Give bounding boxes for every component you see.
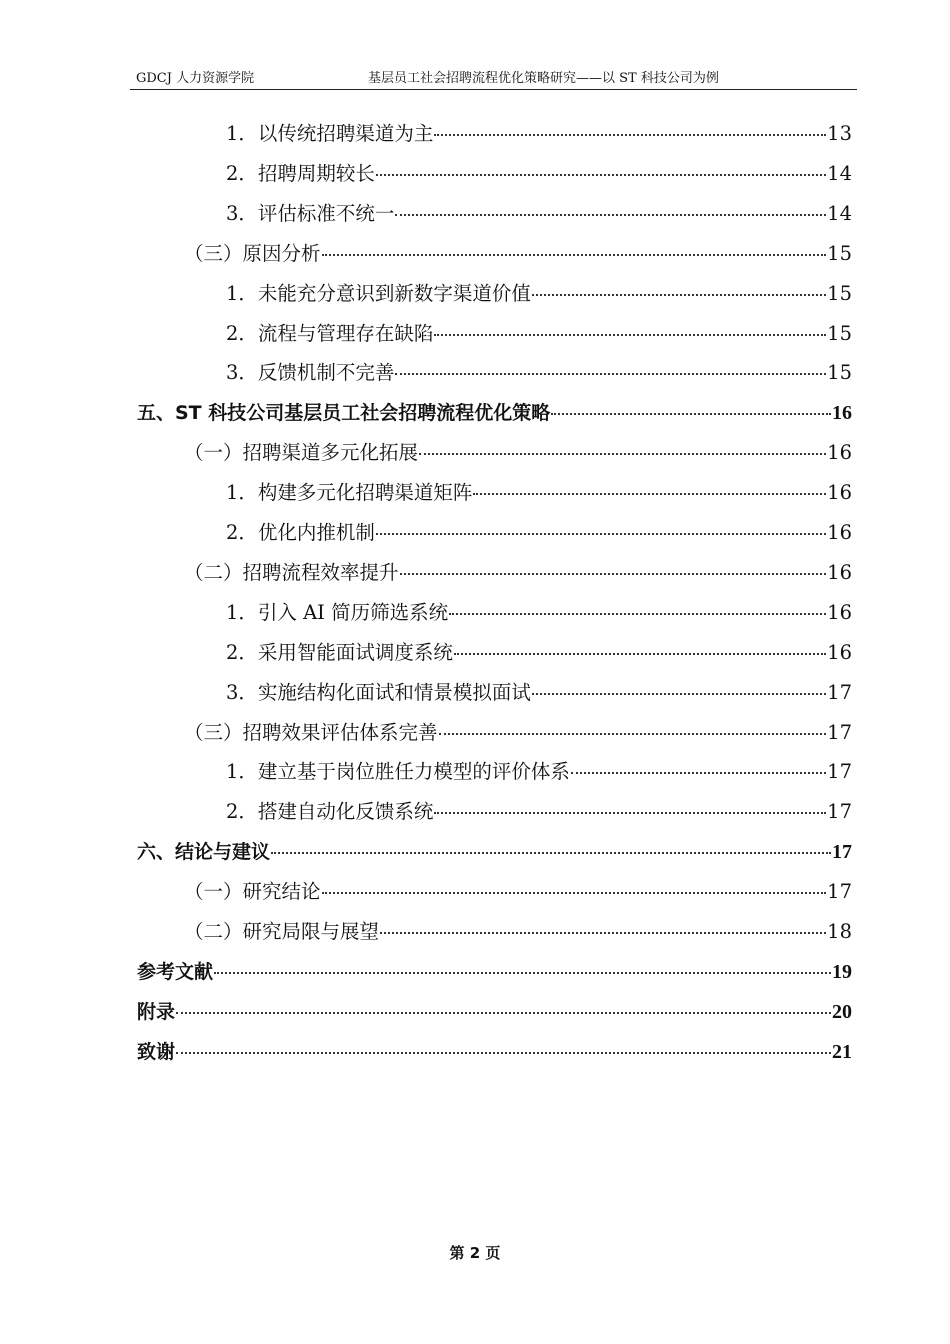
- dot-leader: [376, 174, 826, 176]
- toc-entry-page: 15: [827, 361, 852, 385]
- page-header: [130, 70, 857, 90]
- dot-leader: [419, 453, 826, 455]
- toc-entry-page: 20: [832, 1000, 852, 1023]
- dot-leader: [571, 772, 826, 774]
- toc-entry[interactable]: [184, 719, 852, 747]
- toc-entry-title: 2．优化内推机制: [226, 521, 375, 544]
- toc-entry[interactable]: [226, 160, 852, 188]
- toc-entry[interactable]: [184, 559, 852, 587]
- toc-entry-title: 1．引入 AI 简历筛选系统: [226, 600, 449, 624]
- toc-entry[interactable]: [226, 280, 852, 308]
- dot-leader: [176, 1052, 831, 1054]
- dot-leader: [176, 1012, 831, 1014]
- toc-entry-page: 17: [827, 720, 852, 744]
- toc-entry[interactable]: [226, 479, 852, 507]
- toc-entry-title: （二）研究局限与展望: [184, 920, 380, 943]
- toc-entry-title: 2．采用智能面试调度系统: [226, 640, 453, 664]
- dot-leader: [322, 254, 827, 256]
- toc-entry-page: 16: [827, 521, 852, 544]
- toc-entry-title: 3．评估标准不统一: [226, 201, 395, 225]
- toc-entry[interactable]: [137, 1038, 852, 1066]
- dot-leader: [434, 812, 826, 814]
- toc-entry[interactable]: [226, 120, 852, 148]
- toc-entry-title: （三）招聘效果评估体系完善: [184, 720, 438, 744]
- toc-entry-page: 16: [827, 600, 852, 624]
- toc-entry-page: 16: [827, 481, 852, 505]
- toc-entry-title: （一）研究结论: [184, 880, 321, 904]
- toc-entry-title: 3．反馈机制不完善: [226, 361, 395, 385]
- header-institution: GDCJ 人力资源学院: [136, 71, 255, 86]
- toc-entry-page: 17: [827, 760, 852, 784]
- toc-entry-page: 15: [827, 281, 852, 305]
- toc-entry-title: 2．搭建自动化反馈系统: [226, 800, 434, 824]
- toc-entry[interactable]: [226, 359, 852, 387]
- toc-entry[interactable]: [226, 320, 852, 348]
- dot-leader: [473, 493, 826, 495]
- toc-entry-page: 17: [827, 680, 852, 704]
- toc-entry-title: 2．招聘周期较长: [226, 161, 375, 185]
- dot-leader: [434, 134, 826, 136]
- dot-leader: [395, 214, 826, 216]
- toc-entry-page: 19: [832, 960, 852, 983]
- toc-entry-title: 参考文献: [137, 960, 214, 983]
- dot-leader: [434, 334, 826, 336]
- toc-entry-page: 15: [827, 321, 852, 345]
- toc-entry-page: 16: [827, 560, 852, 584]
- toc-entry-title: 致谢: [137, 1040, 176, 1063]
- toc-entry-title: 1．以传统招聘渠道为主: [226, 122, 434, 145]
- toc-entry-title: （一）招聘渠道多元化拓展: [184, 441, 419, 465]
- toc-entry-page: 21: [832, 1040, 852, 1063]
- dot-leader: [532, 294, 826, 296]
- page-number: 第 2 页: [449, 1244, 501, 1262]
- toc-entry-page: 13: [827, 122, 852, 145]
- toc-entry-title: （二）招聘流程效率提升: [184, 560, 399, 584]
- toc-entry[interactable]: [226, 200, 852, 228]
- toc-entry[interactable]: [184, 878, 852, 906]
- toc-entry-page: 17: [832, 841, 852, 864]
- dot-leader: [271, 852, 831, 854]
- toc-entry-page: 17: [827, 880, 852, 904]
- dot-leader: [400, 573, 827, 575]
- toc-entry[interactable]: [184, 439, 852, 467]
- dot-leader: [214, 972, 831, 974]
- toc-entry-title: 附录: [137, 1000, 176, 1023]
- toc-entry-page: 14: [827, 161, 852, 185]
- toc-entry-page: 16: [832, 402, 852, 425]
- header-thesis-title: 基层员工社会招聘流程优化策略研究——以 ST 科技公司为例: [368, 71, 719, 86]
- toc-entry-title: 1．未能充分意识到新数字渠道价值: [226, 281, 531, 305]
- dot-leader: [551, 413, 831, 415]
- toc-entry[interactable]: [226, 679, 852, 707]
- toc-entry-page: 16: [827, 640, 852, 664]
- toc-entry-title: 2．流程与管理存在缺陷: [226, 321, 434, 345]
- toc-entry-page: 17: [827, 800, 852, 824]
- dot-leader: [439, 733, 827, 735]
- toc-entry-page: 14: [827, 201, 852, 225]
- dot-leader: [322, 892, 827, 894]
- toc-entry[interactable]: [226, 599, 852, 627]
- toc-entry[interactable]: [226, 519, 852, 547]
- toc-entry-title: 3．实施结构化面试和情景模拟面试: [226, 680, 531, 704]
- toc-entry-title: 六、结论与建议: [137, 841, 271, 864]
- dot-leader: [380, 932, 826, 934]
- toc-entry[interactable]: [137, 838, 852, 866]
- toc-entry-title: 1．建立基于岗位胜任力模型的评价体系: [226, 760, 570, 784]
- dot-leader: [454, 653, 826, 655]
- toc-entry[interactable]: [137, 998, 852, 1026]
- toc-entry-page: 18: [827, 920, 852, 943]
- dot-leader: [395, 373, 826, 375]
- toc-entry-page: 15: [827, 241, 852, 265]
- toc-entry[interactable]: [226, 639, 852, 667]
- toc-entry[interactable]: [226, 798, 852, 826]
- toc-entry-page: 16: [827, 441, 852, 465]
- toc-entry-title: 1．构建多元化招聘渠道矩阵: [226, 481, 473, 505]
- toc-entry[interactable]: [226, 758, 852, 786]
- dot-leader: [532, 693, 826, 695]
- toc-entry[interactable]: [137, 399, 852, 427]
- dot-leader: [376, 533, 826, 535]
- toc-entry[interactable]: [137, 958, 852, 986]
- toc-entry[interactable]: [184, 918, 852, 946]
- dot-leader: [449, 613, 826, 615]
- toc-entry-title: 五、ST 科技公司基层员工社会招聘流程优化策略: [137, 402, 551, 425]
- toc-entry[interactable]: [184, 240, 852, 268]
- toc-entry-title: （三）原因分析: [184, 241, 321, 265]
